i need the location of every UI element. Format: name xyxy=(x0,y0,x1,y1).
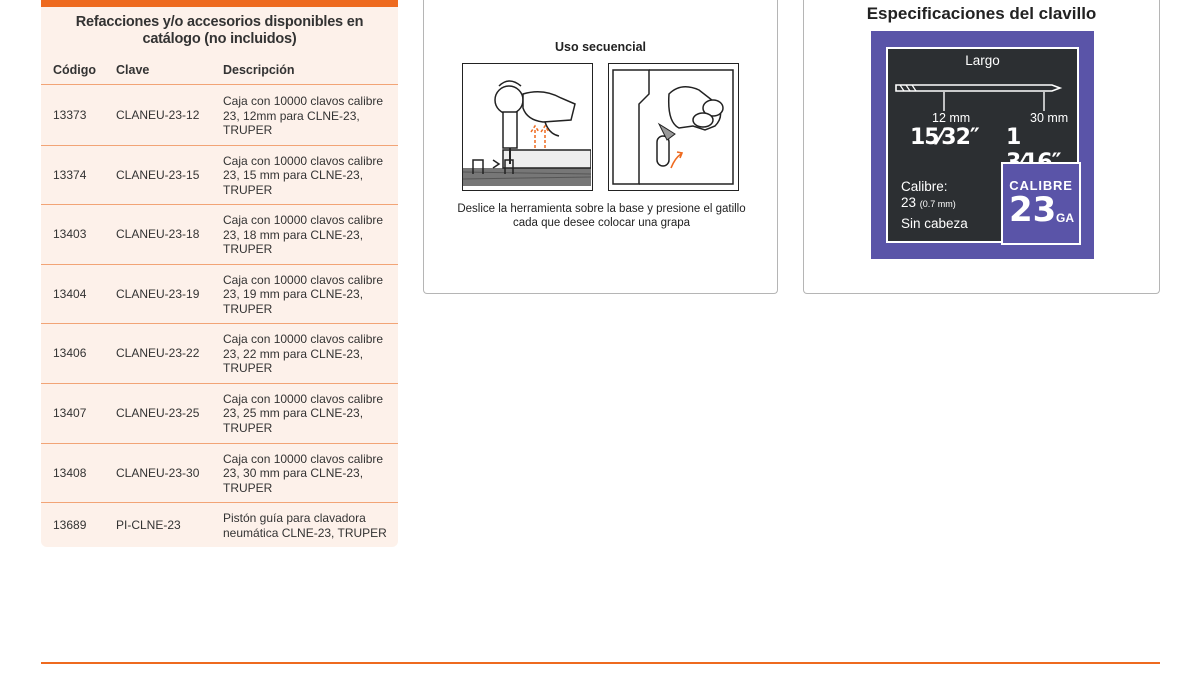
nailer-slide-icon xyxy=(463,64,591,189)
cell-code: 13408 xyxy=(53,465,87,480)
footer-divider xyxy=(41,662,1160,664)
cell-description: Caja con 10000 clavos calibre 23, 22 mm para CLNE-23, TRUPER xyxy=(223,332,384,376)
cell-key: CLANEU-23-15 xyxy=(116,167,200,182)
table-row xyxy=(41,146,398,206)
gauge-info xyxy=(901,179,968,232)
gauge-badge-label: CALIBRE xyxy=(1009,178,1073,193)
gauge-value-line xyxy=(901,195,968,212)
gauge-badge xyxy=(1001,162,1081,245)
sequential-use-title: Uso secuencial xyxy=(554,40,646,54)
gauge-value: 23 xyxy=(901,195,917,210)
table-row xyxy=(41,265,398,325)
table-row xyxy=(41,444,398,504)
cell-code: 13373 xyxy=(53,108,87,122)
cell-description: Caja con 10000 clavos calibre 23, 25 mm para CLNE-23, TRUPER xyxy=(223,391,384,435)
max-length-inches: 1 xyxy=(1006,125,1021,150)
cell-code: 13406 xyxy=(53,346,87,361)
cell-description: Caja con 10000 clavos calibre 23, 19 mm para CLNE-23, TRUPER xyxy=(223,272,384,316)
max-length-mm: 30 mm xyxy=(1030,111,1069,125)
cell-key: CLANEU-23-30 xyxy=(116,465,200,480)
cell-key: CLANEU-23-22 xyxy=(116,346,200,361)
cell-key: PI-CLNE-23 xyxy=(116,518,181,533)
parts-accent-bar xyxy=(41,0,398,7)
head-type: Sin cabeza xyxy=(901,216,968,231)
sequential-use-card xyxy=(423,0,778,294)
cell-description: Caja con 10000 clavos calibre 23, 18 mm para CLNE-23, TRUPER xyxy=(223,213,384,257)
cell-code: 13689 xyxy=(53,518,87,533)
table-row xyxy=(41,384,398,444)
table-row xyxy=(41,86,398,146)
cell-key: CLANEU-23-12 xyxy=(116,108,200,122)
nail-spec-title: Especificaciones del clavillo xyxy=(866,4,1097,23)
gauge-label: Calibre: xyxy=(901,179,948,194)
parts-table-body xyxy=(41,86,398,547)
cell-key: CLANEU-23-25 xyxy=(116,405,200,420)
cell-description: Caja con 10000 clavos calibre 23, 15 mm para CLNE-23, TRUPER xyxy=(223,153,384,197)
nail-spec-panel xyxy=(886,47,1079,243)
min-length-mm: 12 mm xyxy=(932,111,971,125)
cell-key: CLANEU-23-18 xyxy=(116,227,200,242)
gauge-badge-unit: GA xyxy=(1056,211,1074,225)
table-row xyxy=(41,205,398,265)
cell-code: 13407 xyxy=(53,405,87,420)
trigger-press-illustration xyxy=(608,63,739,191)
nail-spec-card xyxy=(803,0,1160,294)
trigger-hand-icon xyxy=(609,64,737,189)
length-label: Largo xyxy=(965,53,1000,68)
cell-key: CLANEU-23-19 xyxy=(116,286,200,301)
cell-description: Caja con 10000 clavos calibre 23, 12mm para CLNE-23, TRUPER xyxy=(223,94,384,137)
column-header-key: Clave xyxy=(116,63,150,77)
cell-description: Caja con 10000 clavos calibre 23, 30 mm para CLNE-23, TRUPER xyxy=(223,451,384,495)
cell-code: 13403 xyxy=(53,227,87,242)
column-header-description: Descripción xyxy=(223,63,295,77)
parts-table-header xyxy=(41,58,398,85)
gauge-mm: (0.7 mm) xyxy=(919,199,956,209)
column-header-code: Código xyxy=(53,63,97,77)
cell-code: 13404 xyxy=(53,286,87,301)
parts-table-panel xyxy=(41,0,398,547)
table-row xyxy=(41,324,398,384)
cell-description: Pistón guía para clavadora neumática CLNE-23, TRUPER xyxy=(223,511,387,540)
nail-spec-graphic xyxy=(871,31,1094,259)
cell-code: 13374 xyxy=(53,167,87,182)
parts-table-title: Refacciones y/o accesorios disponibles en catálogo (no incluidos) xyxy=(75,14,364,47)
nail-length-icon xyxy=(894,77,1074,113)
sequential-use-caption: Deslice la herramienta sobre la base y presione el gatillo cada que desee colocar una grapa xyxy=(457,203,746,229)
table-row xyxy=(41,503,398,547)
min-length-inches: 15⁄32″ xyxy=(910,125,979,150)
gauge-badge-number: 23 xyxy=(1009,190,1057,230)
nailer-on-base-illustration xyxy=(462,63,593,191)
